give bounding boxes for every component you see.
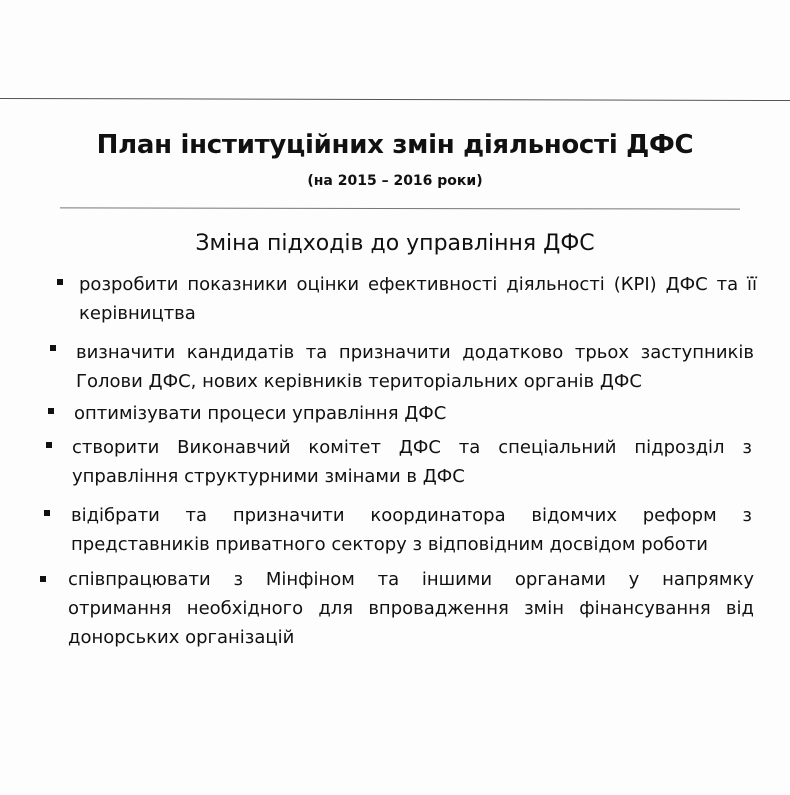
bullet-line: створити Виконавчий комітет ДФС та спеціальний підрозділ з: [72, 437, 752, 458]
list-item: [50, 338, 754, 396]
list-item: [57, 270, 757, 328]
top-divider: [0, 98, 790, 101]
section-heading: Зміна підходів до управління ДФС: [195, 231, 595, 256]
bullet-line: розробити показники оцінки ефективності діяльності (КРІ) ДФС та її: [79, 274, 757, 295]
bullet-line: керівництва: [79, 303, 196, 324]
list-item: [40, 565, 754, 652]
bullet-icon: [57, 279, 63, 285]
bullet-line: визначити кандидатів та призначити додатково трьох заступників: [76, 342, 754, 363]
bullet-line: отримання необхідного для впровадження змін фінансування від: [68, 598, 754, 619]
bullet-line: управління структурними змінами в ДФС: [72, 466, 465, 487]
list-item: [48, 399, 752, 428]
document-title: План інституційних змін діяльності ДФС: [96, 130, 694, 160]
bullet-line: відібрати та призначити координатора відомчих реформ з: [71, 505, 752, 526]
bullet-line: Голови ДФС, нових керівників територіальних органів ДФС: [76, 371, 642, 392]
bullet-icon: [46, 442, 52, 448]
bullet-line: донорських організацій: [68, 627, 295, 648]
list-item: [46, 433, 752, 491]
bullet-icon: [48, 408, 54, 414]
bullet-icon: [40, 576, 46, 582]
bullet-line: оптимізувати процеси управління ДФС: [74, 403, 447, 424]
list-item: [44, 501, 752, 559]
subtitle-divider: [60, 207, 740, 209]
bullet-line: представників приватного сектору з відповідним досвідом роботи: [71, 534, 708, 555]
bullet-line: співпрацювати з Мінфіном та іншими органами у напрямку: [68, 569, 754, 590]
bullet-icon: [44, 510, 50, 516]
document-subtitle: (на 2015 – 2016 роки): [307, 173, 483, 189]
bullet-icon: [50, 345, 56, 351]
